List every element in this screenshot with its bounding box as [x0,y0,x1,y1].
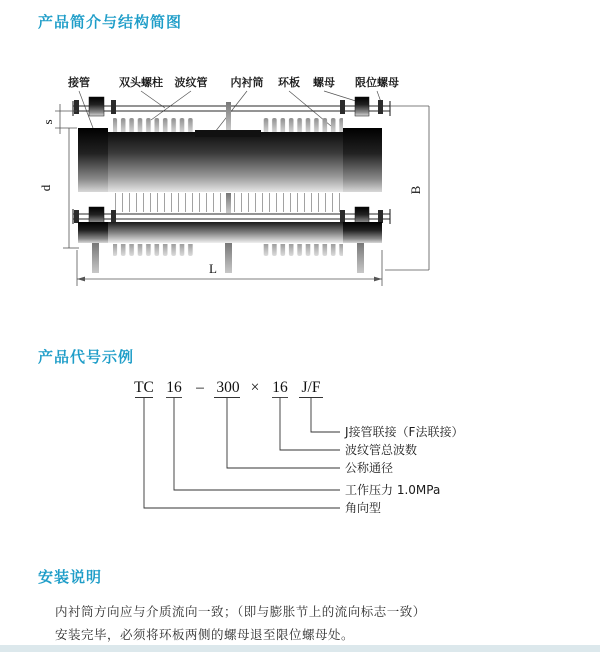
label-bowenguan: 波纹管 [174,76,208,89]
section-title-code-example: 产品代号示例 [38,348,135,366]
nut [355,97,369,116]
label-luomu: 螺母 [313,76,335,89]
nut [74,210,79,223]
nut [89,97,104,116]
leg [225,243,232,273]
part-labels [67,75,399,89]
callout-connection: J接管联接（F法联接） [345,425,464,439]
label-neichentong: 内衬筒 [230,76,264,89]
label-huanban: 环板 [278,76,300,89]
installation-instructions [55,600,426,646]
structure-diagram [35,62,455,317]
code-parts [134,379,321,396]
nut [378,100,383,114]
installation-line-2: 安装完毕，必须将环板两侧的螺母退至限位螺母处。 [55,627,355,642]
dim-label-d: d [38,184,53,192]
bellows-fins-right [261,118,343,132]
bellows-band [108,132,343,192]
liner-strip [195,130,261,137]
bellows-fins-left [113,243,195,256]
callout-diameter: 公称通径 [345,461,394,475]
code-part-diameter: 300 [216,379,240,396]
installation-line-1: 内衬筒方向应与介质流向一致；（即与膨胀节上的流向标志一致） [55,604,426,619]
product-code-diagram [108,372,493,530]
dim-label-B: B [408,185,423,195]
label-shuangtouluozhu: 双头螺柱 [119,76,163,89]
dimension-d [38,128,79,248]
code-part-waves: 16 [272,379,288,396]
bellows-fins-right [261,243,343,256]
section-title-installation: 安装说明 [38,568,103,586]
code-part-times: × [250,379,260,396]
convolution-outlines [113,193,343,213]
pipe-left [78,128,108,192]
center-pin [226,193,231,213]
nut [111,210,116,223]
code-callout-lines [135,398,340,509]
code-part-connection: J/F [301,379,321,396]
bellows-fins-left [113,118,195,132]
label-xianweiluomu: 限位螺母 [355,76,399,89]
leg [357,243,364,273]
pipe-right [343,128,382,192]
code-part-dash: – [196,379,204,396]
nut [340,100,345,114]
bellows-band [108,222,343,243]
dimension-s [40,104,77,134]
nut [111,100,116,114]
nut [378,210,383,223]
code-part-pressure: 16 [166,379,182,396]
nut [340,210,345,223]
callout-type: 角向型 [345,501,382,515]
callout-pressure: 工作压力 1.0MPa [345,483,441,497]
tie-rod-top [73,97,390,116]
code-part-type: TC [134,379,154,396]
page-footer-strip [0,645,600,652]
bellows-body-upper [78,102,382,192]
dim-label-L: L [209,261,217,276]
dimension-B [385,106,429,270]
callout-waves: 波纹管总波数 [345,443,418,457]
leg [92,243,99,273]
nut [74,100,79,114]
code-callouts [344,424,463,515]
label-jieguan: 接管 [68,76,90,89]
dim-label-s: s [40,119,55,125]
center-pin [226,102,231,130]
pipe-right [343,222,382,243]
bellows-body-lower [78,222,382,273]
pipe-left [78,222,108,243]
section-title-intro: 产品简介与结构简图 [38,13,183,31]
